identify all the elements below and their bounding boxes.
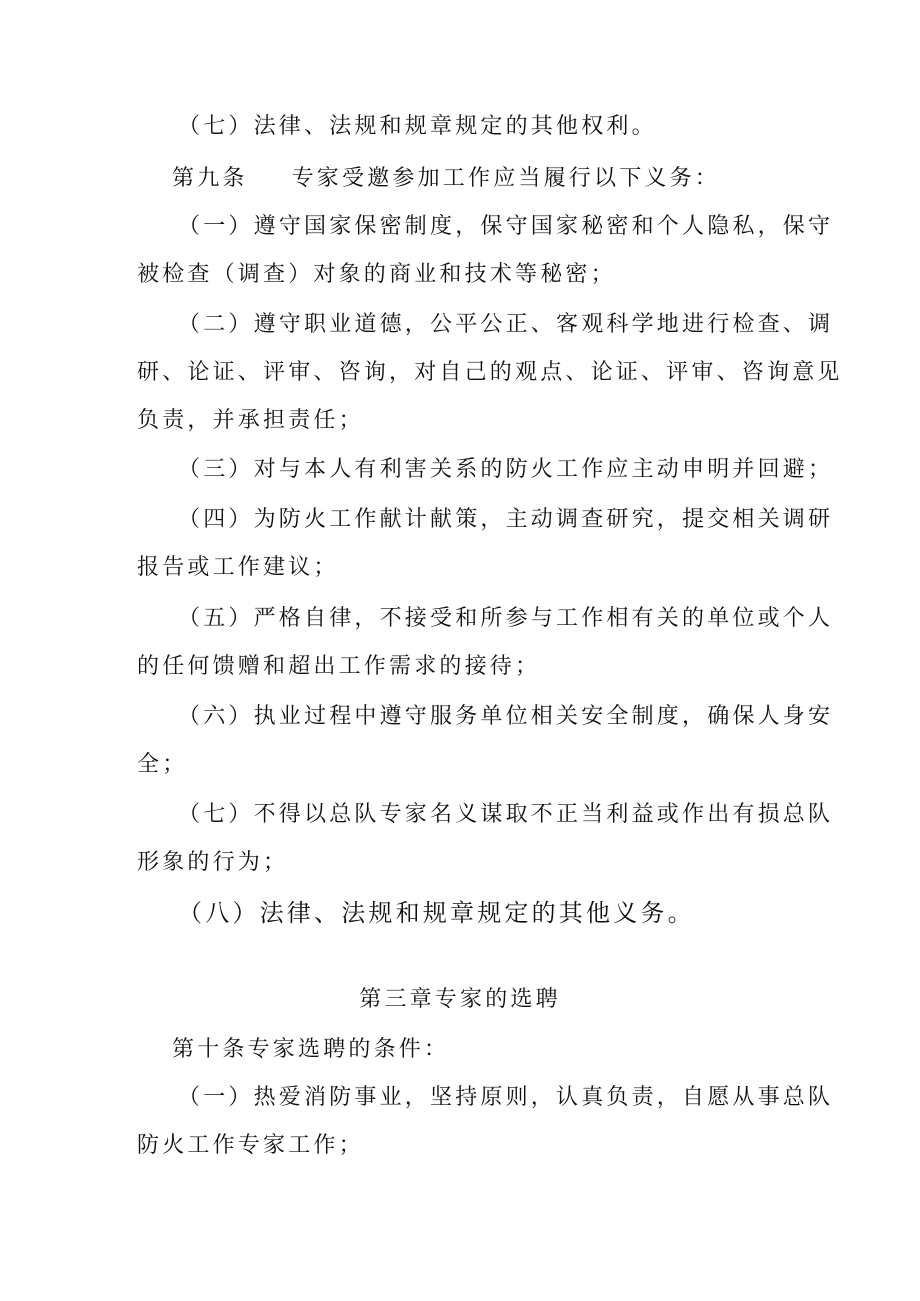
paragraph-line: 被检查（调查）对象的商业和技术等秘密；	[137, 262, 616, 287]
chapter-heading: 第三章专家的选聘	[359, 987, 561, 1012]
paragraph-line: （八）法律、法规和规章规定的其他义务。	[178, 899, 695, 927]
article-9-label: 第九条	[172, 166, 248, 191]
paragraph-line: （四）为防火工作献计献策，主动调查研究，提交相关调研	[178, 507, 834, 532]
article-9-text: 专家受邀参加工作应当履行以下义务：	[291, 166, 721, 191]
paragraph-line: （一）热爱消防事业，坚持原则，认真负责，自愿从事总队	[178, 1085, 834, 1110]
paragraph-line: 报告或工作建议；	[137, 555, 339, 580]
paragraph-line: 负责，并承担责任；	[137, 408, 364, 433]
paragraph-line: （七）不得以总队专家名义谋取不正当利益或作出有损总队	[178, 802, 834, 827]
article-10-line: 第十条专家选聘的条件：	[172, 1037, 450, 1062]
paragraph-line: （五）严格自律，不接受和所参与工作相有关的单位或个人	[178, 606, 834, 631]
paragraph-line: 防火工作专家工作；	[137, 1133, 364, 1158]
article-9-line	[0, 164, 920, 194]
paragraph-line: 的任何馈赠和超出工作需求的接待；	[137, 654, 541, 679]
paragraph-line: （三）对与本人有利害关系的防火工作应主动申明并回避；	[178, 457, 834, 482]
paragraph-line: 研、论证、评审、咨询，对自己的观点、论证、评审、咨询意见	[137, 360, 843, 385]
paragraph-line: （七）法律、法规和规章规定的其他权利。	[178, 114, 657, 139]
paragraph-line: （二）遵守职业道德，公平公正、客观科学地进行检查、调	[178, 312, 834, 337]
paragraph-line: （六）执业过程中遵守服务单位相关安全制度，确保人身安	[178, 704, 834, 729]
paragraph-line: 全；	[137, 752, 188, 777]
paragraph-line: 形象的行为；	[137, 850, 289, 875]
paragraph-line: （一）遵守国家保密制度，保守国家秘密和个人隐私，保守	[178, 214, 834, 239]
